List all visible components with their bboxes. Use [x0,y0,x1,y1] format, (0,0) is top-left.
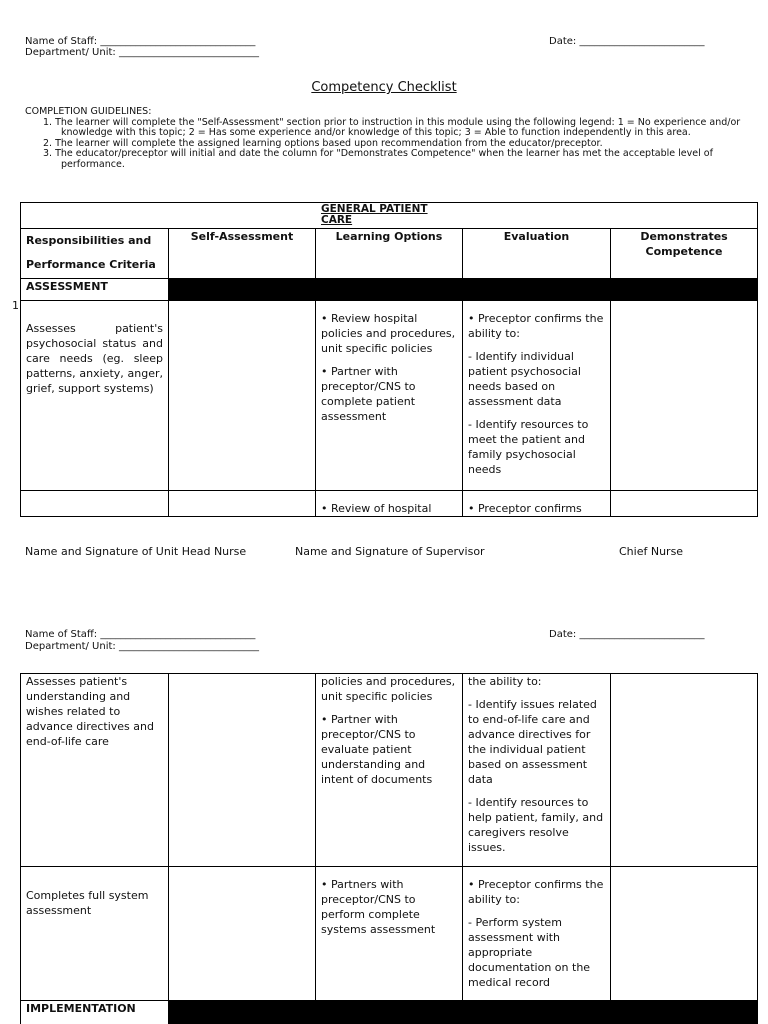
criteria-cell: Assesses patient's psychosocial status and care needs (eg. sleep patterns, anxiety, anger, grief, support systems) [21,301,169,491]
header-criteria-line2: Performance Criteria [26,258,156,271]
date-field: Date: _________________________ [549,36,705,47]
evaluation-item: - Identify individual patient psychosocial needs based on assessment data [468,350,581,408]
evaluation-item: - Identify issues related to end-of-life care and advance directives for the individual patient based on assessment data [468,698,597,786]
header-self-assessment: Self-Assessment [169,229,316,279]
evaluation-item: • Preceptor confirms the ability to: [468,312,604,340]
evaluation-cell [463,301,611,491]
learning-option: • Partner with preceptor/CNS to evaluate patient understanding and intent of documents [321,713,433,786]
learning-options-cell [316,301,463,491]
table-row [21,674,758,867]
header-learning-options: Learning Options [316,229,463,279]
table-header-row [21,229,758,279]
chief-nurse-label: Chief Nurse [619,545,684,558]
self-assessment-cell[interactable] [169,674,316,867]
page-title: Competency Checklist [311,80,457,95]
evaluation-cell [463,674,611,867]
completion-guidelines [25,107,755,170]
section-bar [169,279,758,301]
criteria-cell: Completes full system assessment [21,867,169,1001]
department-field: Department/ Unit: ____________________________ [25,641,259,652]
self-assessment-cell[interactable] [169,867,316,1001]
learning-options-cell [316,867,463,1001]
learning-options-cell [316,674,463,867]
table-section-title-row [21,203,758,229]
date-field: Date: _________________________ [549,629,705,640]
assessment-section-row [21,279,758,301]
learning-options-cell: • Review of hospital [316,491,463,517]
competence-cell[interactable] [611,491,758,517]
evaluation-cell [463,867,611,1001]
evaluation-item: - Perform system assessment with appropriate documentation on the medical record [468,916,591,989]
evaluation-item: the ability to: [468,675,542,688]
evaluation-item: - Identify resources to help patient, family, and caregivers resolve issues. [468,796,604,854]
table-row [21,301,758,491]
competence-cell[interactable] [611,867,758,1001]
self-assessment-cell[interactable] [169,491,316,517]
guideline-item: 1. The learner will complete the "Self-Assessment" section prior to instruction in this module using the following legend: 1 = No experience and/or knowledge with this topic; 2 = Has some experience and/or knowledge of this topic; 3 = Able to function independently in this area. [43,116,741,138]
evaluation-item: - Identify resources to meet the patient and family psychosocial needs [468,418,589,476]
header-demonstrates-competence: Demonstrates Competence [611,229,758,279]
staff-name-field: Name of Staff: _______________________________ [25,629,256,640]
table-row [21,867,758,1001]
competency-table-continued [20,673,758,1024]
staff-name-field: Name of Staff: _______________________________ [25,36,256,47]
guidelines-heading: COMPLETION GUIDELINES: [25,106,152,117]
header-criteria [21,229,169,279]
section-title: GENERAL PATIENT CARE [321,203,428,226]
learning-option: • Partner with preceptor/CNS to complete patient assessment [321,365,416,423]
section-bar [169,1001,758,1024]
evaluation-cell: • Preceptor confirms [463,491,611,517]
criteria-cell [21,491,169,517]
competence-cell[interactable] [611,301,758,491]
self-assessment-cell[interactable] [169,301,316,491]
criteria-cell: Assesses patient's understanding and wishes related to advance directives and end-of-life care [21,674,169,867]
supervisor-signature-label: Name and Signature of Supervisor [295,545,485,558]
learning-option: • Review hospital policies and procedures, unit specific policies [321,312,456,355]
competence-cell[interactable] [611,674,758,867]
guideline-item: 2. The learner will complete the assigned learning options based upon recommendation from the educator/preceptor. [43,137,603,149]
evaluation-item: • Preceptor confirms the ability to: [468,878,604,906]
table-row [21,491,758,517]
guideline-item: 3. The educator/preceptor will initial and date the column for "Demonstrates Competence" when the learner has met the acceptable level of performance. [43,148,713,170]
learning-option: policies and procedures, unit specific policies [321,675,456,703]
implementation-label: IMPLEMENTATION [21,1001,169,1024]
stray-mark: 1 [12,299,19,312]
department-field: Department/ Unit: ____________________________ [25,47,259,58]
header-evaluation: Evaluation [463,229,611,279]
learning-option: • Partners with preceptor/CNS to perform complete systems assessment [321,878,436,936]
implementation-section-row [21,1001,758,1024]
assessment-label: ASSESSMENT [21,279,169,301]
competency-table [20,202,758,517]
head-nurse-signature-label: Name and Signature of Unit Head Nurse [25,545,247,558]
header-criteria-line1: Responsibilities and [26,234,152,247]
